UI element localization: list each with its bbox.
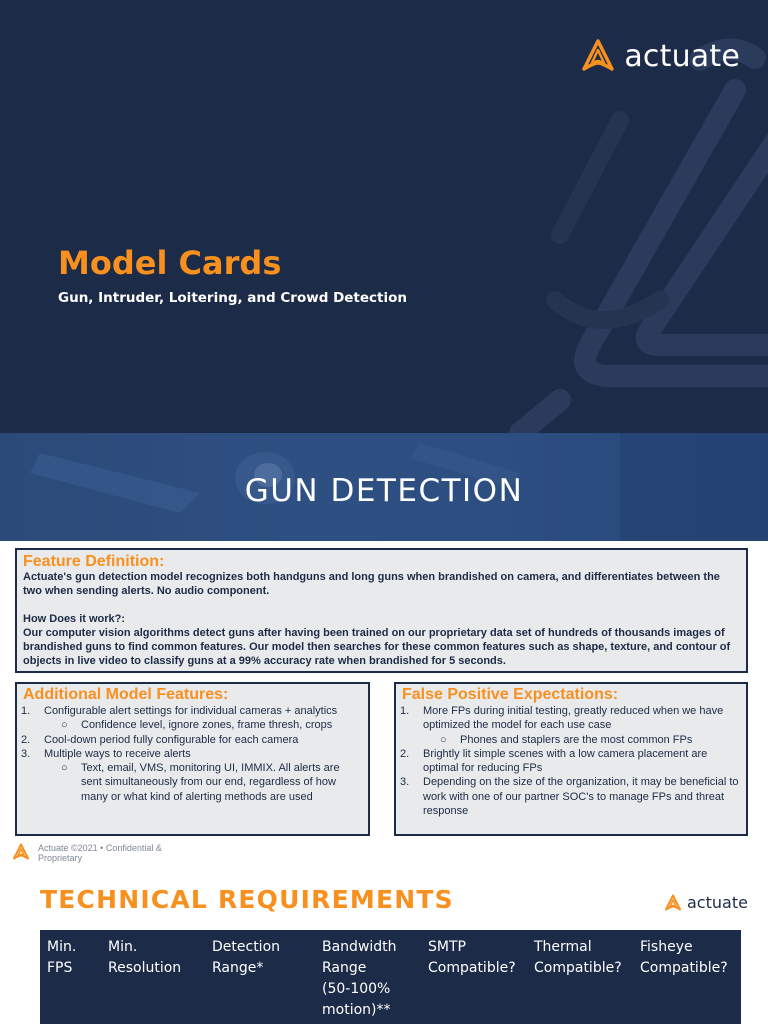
additional-features-list (23, 704, 362, 804)
actuate-logo-icon (580, 38, 616, 74)
how-it-works-text: Our computer vision algorithms detect guns after having been trained on our proprietary data set of hundreds of thousands images of brandished guns to find common features. Our model then searches for these common features such as shape, texture, and contour of objects in live video to classify guns at a 99% accuracy rate when brandished for 5 seconds. (23, 626, 731, 668)
list-item: 2. Cool-down period fully configurable for each camera (21, 733, 299, 746)
list-item: 1. Configurable alert settings for individual cameras + analytics (21, 705, 338, 717)
section-title: GUN DETECTION (244, 473, 524, 509)
section-banner (0, 433, 768, 541)
table-header-cell: Bandwidth Range (50-100% motion)** (322, 939, 397, 1018)
additional-features-heading: Additional Model Features: (23, 686, 229, 703)
feature-definition-box (15, 548, 748, 673)
list-item: 3. Multiple ways to receive alerts (21, 747, 191, 760)
list-item: 3. Depending on the size of the organization, it may be beneficial to work with one of our partner SOC's to manage FPs and threat response (400, 776, 739, 818)
false-positive-list (402, 704, 740, 818)
technical-requirements-title: TECHNICAL REQUIREMENTS (40, 885, 454, 914)
additional-features-box (15, 682, 370, 836)
list-item: 1. More FPs during initial testing, greatly reduced when we have optimized the model for each use case (400, 705, 724, 732)
actuate-logo-icon (12, 843, 30, 861)
technical-requirements-table (40, 930, 741, 1024)
feature-definition-heading: Feature Definition: (23, 553, 165, 570)
table-header-cell: Detection Range* (212, 939, 281, 976)
table-header-cell: Min. Resolution (108, 939, 182, 976)
feature-description: Actuate's gun detection model recognizes both handguns and long guns when brandished on camera, and differentiates between the two when sending alerts. No audio component. (23, 571, 720, 598)
page-subtitle: Gun, Intruder, Loitering, and Crowd Detection (58, 290, 408, 306)
list-item: 2. Brightly lit simple scenes with a low camera placement are optimal for reducing FPs (400, 747, 708, 775)
false-positive-heading: False Positive Expectations: (402, 686, 619, 703)
list-subitem: ○ Text, email, VMS, monitoring UI, IMMIX. All alerts are sent simultaneously from our end, regardless of how many or what kind of alerting methods are used (61, 762, 340, 803)
brand-wordmark: actuate (687, 893, 748, 912)
false-positive-box (394, 682, 748, 836)
footer-copyright: Actuate ©2021 • Confidential & Proprietary (38, 843, 162, 863)
actuate-brand-small (664, 893, 748, 912)
actuate-brand (580, 38, 740, 74)
table-header-cell: Min. FPS (47, 939, 77, 976)
title-slide (0, 0, 768, 433)
table-header-cell: Thermal Compatible? (534, 939, 622, 976)
how-it-works-heading: How Does it work?: (23, 612, 126, 625)
actuate-logo-icon (664, 894, 682, 912)
page-title: Model Cards (58, 244, 282, 282)
slide-footer (12, 843, 188, 864)
list-subitem: ○ Confidence level, ignore zones, frame thresh, crops (61, 719, 333, 732)
table-header-cell: SMTP Compatible? (428, 939, 516, 976)
list-subitem: ○ Phones and staplers are the most common FPs (440, 733, 693, 746)
brand-wordmark: actuate (624, 38, 740, 74)
table-header-cell: Fisheye Compatible? (640, 939, 728, 976)
